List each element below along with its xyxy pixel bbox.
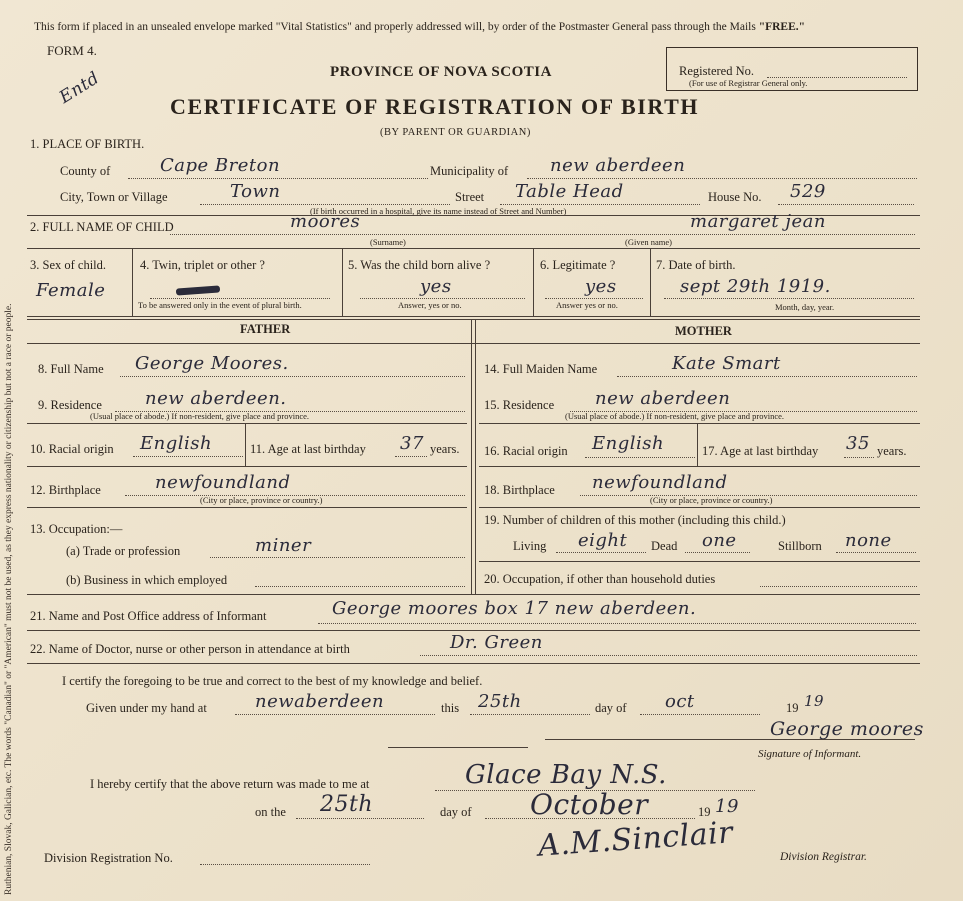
registrar-signature: A.M.Sinclair <box>537 815 735 864</box>
registrar-month-value: October <box>530 788 649 821</box>
dob-value: sept 29th 1919. <box>680 276 831 297</box>
city-label: City, Town or Village <box>60 190 168 204</box>
mother-residence-label: 15. Residence <box>484 398 555 412</box>
twin-struck-mark <box>176 285 220 295</box>
street-value: Table Head <box>515 181 624 202</box>
father-heading: FATHER <box>240 322 291 336</box>
doctor-value: Dr. Green <box>450 632 543 653</box>
page-subtitle: (BY PARENT OR GUARDIAN) <box>380 127 531 138</box>
child-name-label: 2. FULL NAME OF CHILD <box>30 220 174 234</box>
legitimate-label: 6. Legitimate ? <box>540 258 616 272</box>
alive-value: yes <box>420 276 452 297</box>
mother-racial-label: 16. Racial origin <box>484 444 568 458</box>
father-name-value: George Moores. <box>135 353 289 374</box>
registrar-day-value: 25th <box>320 792 374 817</box>
father-trade-label: (a) Trade or profession <box>66 544 181 558</box>
this-label: this <box>441 701 460 715</box>
signature-of-informant-caption: Signature of Informant. <box>758 748 862 760</box>
registered-label: Registered No. <box>679 64 754 78</box>
living-value: eight <box>578 530 628 551</box>
father-business-label: (b) Business in which employed <box>66 573 228 587</box>
father-racial-value: English <box>140 433 213 454</box>
registered-box <box>666 47 918 91</box>
mother-residence-value: new aberdeen <box>595 388 731 409</box>
registrar-year-prefix: 19 <box>698 805 711 819</box>
father-birthplace-label: 12. Birthplace <box>30 483 101 497</box>
informant-value: George moores box 17 new aberdeen. <box>332 598 697 619</box>
father-residence-note: (Usual place of abode.) If non-resident, give place and province. <box>90 411 310 421</box>
on-the-label: on the <box>255 805 286 819</box>
given-month-value: oct <box>665 691 695 712</box>
city-value: Town <box>230 181 281 202</box>
page-title: CERTIFICATE OF REGISTRATION OF BIRTH <box>170 94 700 119</box>
mother-age-label: 17. Age at last birthday <box>702 444 819 458</box>
registrar-place-value: Glace Bay N.S. <box>465 760 667 790</box>
province-title: PROVINCE OF NOVA SCOTIA <box>330 64 552 80</box>
twin-label: 4. Twin, triplet or other ? <box>140 258 265 272</box>
mother-racial-value: English <box>592 433 665 454</box>
given-day-value: 25th <box>478 691 522 712</box>
alive-label: 5. Was the child born alive ? <box>348 258 491 272</box>
sex-label: 3. Sex of child. <box>30 258 107 272</box>
father-age-years: years. <box>430 442 460 456</box>
father-age-value: 37 <box>400 433 424 454</box>
dob-label: 7. Date of birth. <box>656 258 736 272</box>
mother-heading: MOTHER <box>675 324 732 338</box>
surname-caption: (Surname) <box>370 237 406 247</box>
father-trade-value: miner <box>255 535 312 556</box>
doctor-label: 22. Name of Doctor, nurse or other person in attendance at birth <box>30 642 350 656</box>
dead-value: one <box>702 530 737 551</box>
mother-age-years: years. <box>877 444 907 458</box>
place-of-birth-label: 1. PLACE OF BIRTH. <box>30 137 145 151</box>
registrar-year-value: 19 <box>715 796 739 817</box>
father-name-label: 8. Full Name <box>38 362 104 376</box>
father-birthplace-note: (City or place, province or country.) <box>200 495 323 505</box>
mother-residence-note: (Usual place of abode.) If non-resident, give place and province. <box>565 411 785 421</box>
given-name-caption: (Given name) <box>625 237 672 247</box>
mail-notice-text: This form if placed in an unsealed envelope marked "Vital Statistics" and properly addressed will, by order of the Postmaster General pass through the Mails <box>34 21 756 33</box>
twin-note: To be answered only in the event of plural birth. <box>138 300 302 310</box>
mail-notice-free: "FREE." <box>758 21 806 33</box>
informant-label: 21. Name and Post Office address of Informant <box>30 609 267 623</box>
father-residence-value: new aberdeen. <box>145 388 287 409</box>
father-birthplace-value: newfoundland <box>155 472 291 493</box>
mother-birthplace-note: (City or place, province or country.) <box>650 495 773 505</box>
house-value: 529 <box>790 181 826 202</box>
side-note: Ruthenian, Slovak, Galician, etc. The words "Canadian" or "American" must not be used, as they express nationality or citizenship but not a race or people. <box>4 303 14 895</box>
registered-note: (For use of Registrar General only. <box>689 78 808 88</box>
alive-note: Answer, yes or no. <box>398 300 462 310</box>
stillborn-label: Stillborn <box>778 539 822 553</box>
margin-entry-note: Entd <box>55 68 104 108</box>
child-surname: moores <box>290 211 361 232</box>
sex-value: Female <box>36 280 106 301</box>
living-label: Living <box>513 539 547 553</box>
mail-notice <box>34 21 805 33</box>
given-place-value: newaberdeen <box>255 691 385 712</box>
father-age-label: 11. Age at last birthday <box>250 442 366 456</box>
mother-birthplace-label: 18. Birthplace <box>484 483 555 497</box>
mother-name-value: Kate Smart <box>672 353 781 374</box>
day-of-label: day of <box>595 701 627 715</box>
mother-occupation-label: 20. Occupation, if other than household duties <box>484 572 716 586</box>
given-under-label: Given under my hand at <box>86 701 207 715</box>
legitimate-note: Answer yes or no. <box>556 300 618 310</box>
mother-birthplace-value: newfoundland <box>592 472 728 493</box>
given-year-prefix: 19 <box>786 701 799 715</box>
children-count-label: 19. Number of children of this mother (including this child.) <box>484 513 786 527</box>
certify-statement: I certify the foregoing to be true and correct to the best of my knowledge and belief. <box>62 674 483 688</box>
father-occupation-label: 13. Occupation:— <box>30 522 123 536</box>
county-value: Cape Breton <box>160 155 281 176</box>
legitimate-value: yes <box>585 276 617 297</box>
mother-age-value: 35 <box>846 433 870 454</box>
municipality-label: Municipality of <box>430 164 509 178</box>
form-number: FORM 4. <box>47 43 97 58</box>
registrar-statement: I hereby certify that the above return was made to me at <box>90 777 370 791</box>
given-year-value: 19 <box>804 692 825 710</box>
street-label: Street <box>455 190 485 204</box>
house-label: House No. <box>708 190 762 204</box>
father-racial-label: 10. Racial origin <box>30 442 114 456</box>
informant-signature: George moores <box>770 718 924 740</box>
father-residence-label: 9. Residence <box>38 398 102 412</box>
dead-label: Dead <box>651 539 678 553</box>
municipality-value: new aberdeen <box>550 155 686 176</box>
stillborn-value: none <box>845 530 892 551</box>
hospital-note: (If birth occurred in a hospital, give its name instead of Street and Number) <box>310 206 567 216</box>
division-registration-label: Division Registration No. <box>44 851 173 865</box>
mother-name-label: 14. Full Maiden Name <box>484 362 598 376</box>
county-label: County of <box>60 164 111 178</box>
child-given-name: margaret jean <box>690 211 826 232</box>
dob-note: Month, day, year. <box>775 302 835 312</box>
division-registrar-caption: Division Registrar. <box>780 851 867 863</box>
registrar-day-of-label: day of <box>440 805 472 819</box>
